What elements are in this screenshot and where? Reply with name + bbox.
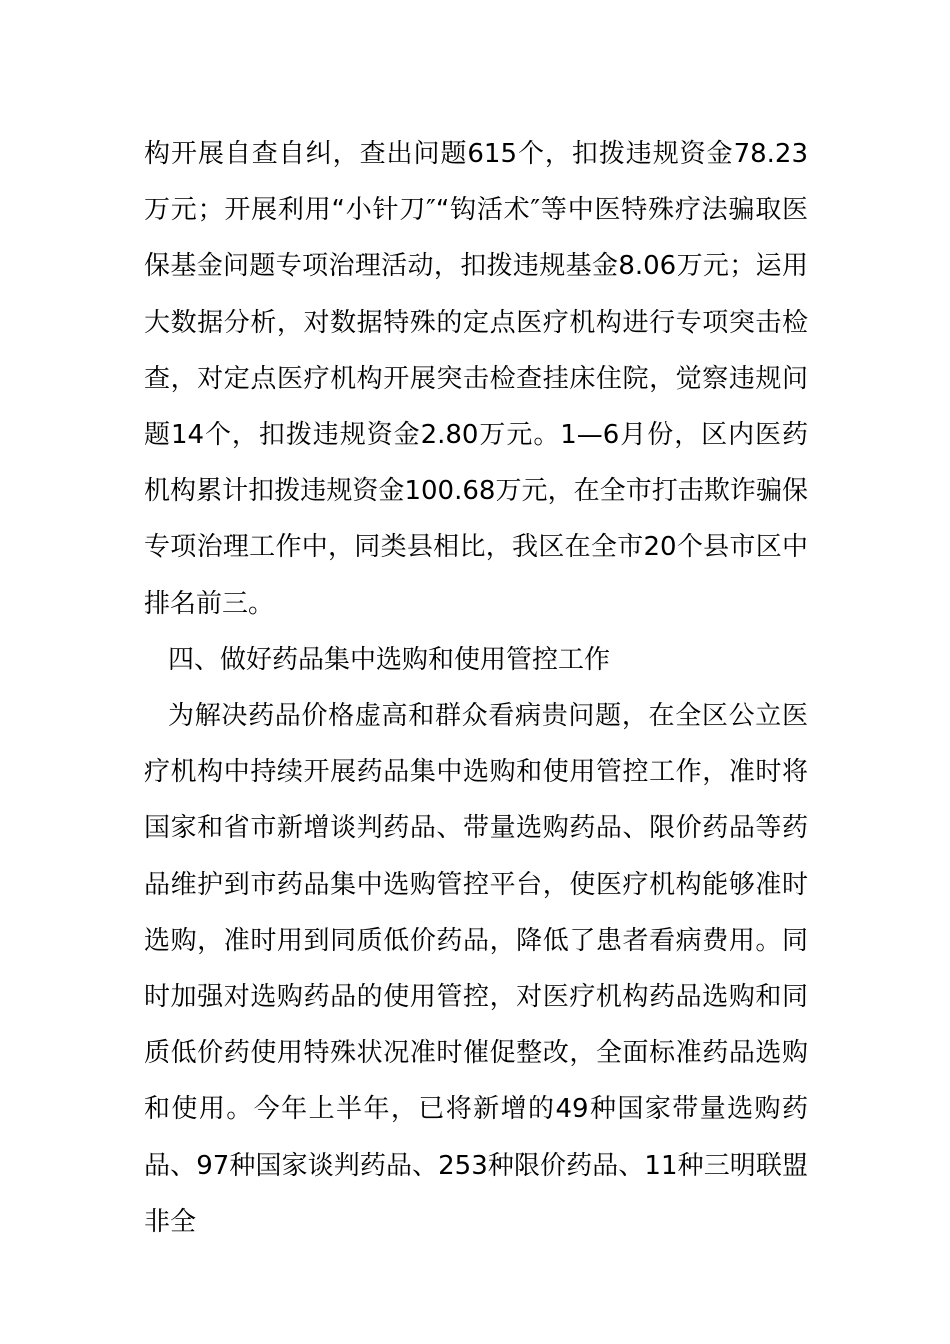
- section-heading-drug-procurement: 四、做好药品集中选购和使用管控工作: [168, 644, 611, 675]
- paragraph-fund-deduction: 构开展自查自纠，查出问题615个，扣拨违规资金78.23万元；开展利用“小针刀″“钩活术″等中医特殊疗法骗取医保基金问题专项治理活动，扣拨违规基金8.06万元；运用大数据分析，对数据特殊的定点医疗机构进行专项突击检查，对定点医疗机构开展突击检查挂床住院，觉察违规问题14个，扣拨违规资金2.80万元。1—6月份，区内医药机构累计扣拨违规资金100.68万元，在全市打击欺诈骗保专项治理工作中，同类县相比，我区在全市20个县市区中排名前三。: [144, 139, 808, 619]
- paragraph-drug-procurement: 为解决药品价格虚高和群众看病贵问题，在全区公立医疗机构中持续开展药品集中选购和使用管控工作，准时将国家和省市新增谈判药品、带量选购药品、限价药品等药品维护到市药品集中选购管控平台，使医疗机构能够准时选购，准时用到同质低价药品，降低了患者看病费用。同时加强对选购药品的使用管控，对医疗机构药品选购和同质低价药使用特殊状况准时催促整改，全面标准药品选购和使用。今年上半年，已将新增的49种国家带量选购药品、97种国家谈判药品、253种限价药品、11种三明联盟非全: [144, 701, 808, 1237]
- document-body: [144, 126, 808, 1250]
